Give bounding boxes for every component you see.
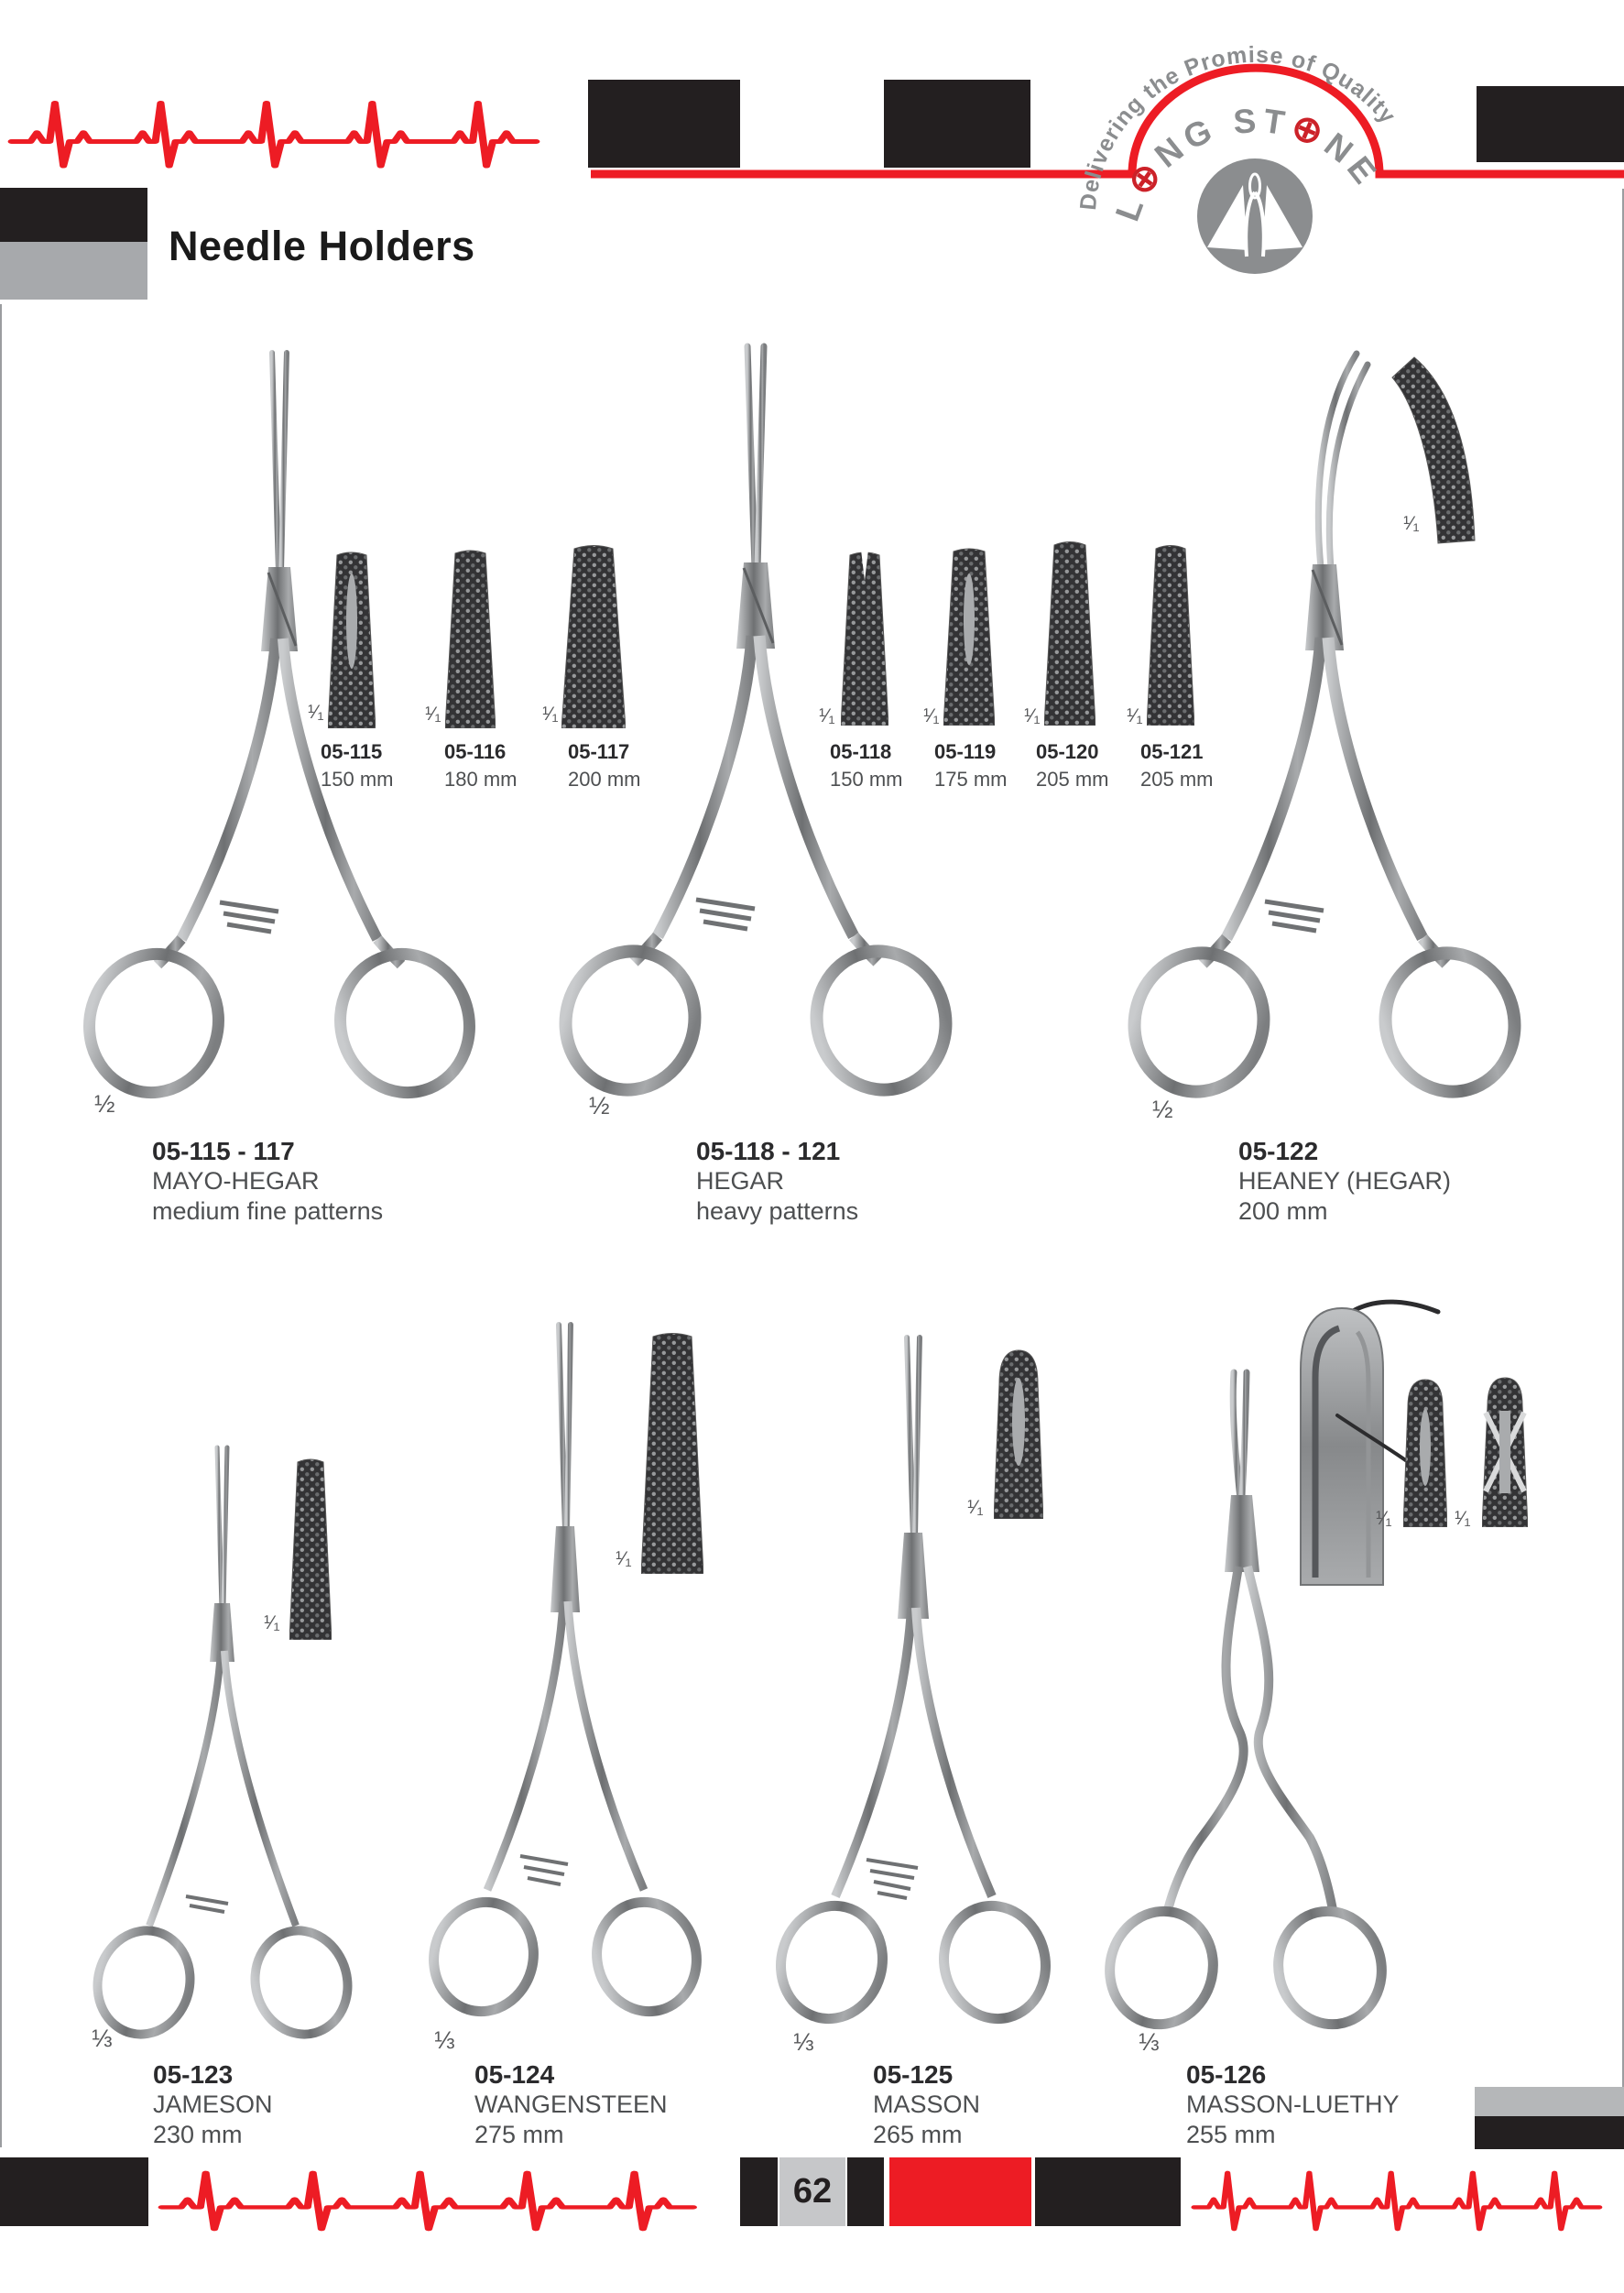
footer-block-red: [889, 2157, 1031, 2226]
group-name: HEGAR: [696, 1167, 785, 1195]
product-size: 150 mm: [830, 768, 903, 791]
product-item-label: [1036, 738, 1108, 793]
product-item-label: [934, 738, 1007, 793]
logo-tagline: Delivering the Promise of Quality: [1074, 41, 1401, 212]
group-caption-jameson: [153, 2059, 273, 2150]
tip-scale-05-121: ¹⁄₁: [1127, 705, 1143, 726]
product-size: 180 mm: [444, 768, 518, 791]
group-desc: 275 mm: [474, 2121, 564, 2148]
footer-block-3: [847, 2157, 884, 2226]
tip-inset-05-123: [289, 1457, 332, 1640]
tip-inset-05-119: [943, 546, 995, 726]
footer-corner-gray: [1475, 2087, 1624, 2116]
instrument-photo-mayo-hegar: [73, 344, 485, 1122]
tip-scale-05-115: ¹⁄₁: [308, 702, 324, 723]
group-desc: 265 mm: [873, 2121, 963, 2148]
ekg-line-top: [7, 81, 568, 183]
footer-block-2: [740, 2157, 778, 2226]
product-code: 05-120: [1036, 740, 1099, 763]
group-desc: 200 mm: [1238, 1197, 1328, 1225]
product-item-label: [830, 738, 902, 793]
footer-corner-black: [1475, 2116, 1624, 2149]
page-number-badge: 62: [779, 2157, 845, 2226]
tip-inset-05-115: [328, 550, 376, 728]
header-block-1: [588, 80, 740, 168]
scale-label: ½: [1152, 1096, 1173, 1123]
tip-scale-05-119: ¹⁄₁: [923, 705, 940, 726]
group-desc: heavy patterns: [696, 1197, 859, 1225]
tip-inset-05-120: [1044, 539, 1095, 726]
group-range-code: 05-126: [1186, 2060, 1267, 2089]
scale-label: ½: [94, 1090, 115, 1118]
globe-icon: ⊕: [1285, 105, 1335, 157]
product-code: 05-117: [568, 740, 630, 763]
tip-scale-05-124: ¹⁄₁: [616, 1548, 632, 1569]
tip-scale-05-118: ¹⁄₁: [819, 705, 835, 726]
product-size: 150 mm: [321, 768, 394, 791]
tip-scale-05-120: ¹⁄₁: [1024, 705, 1041, 726]
group-range-code: 05-124: [474, 2060, 555, 2089]
product-code: 05-118: [830, 740, 892, 763]
tip-scale-05-123: ¹⁄₁: [264, 1612, 280, 1633]
logo-red-arc: [591, 68, 1624, 174]
logo-circle: [1197, 158, 1313, 274]
tip-inset-05-126-b: [1482, 1374, 1528, 1527]
group-name: HEANEY (HEGAR): [1238, 1167, 1452, 1195]
product-size: 205 mm: [1140, 768, 1214, 791]
group-name: MASSON: [873, 2091, 981, 2118]
product-item-label: [568, 738, 640, 793]
logo-instrument-icon: [1207, 174, 1302, 257]
product-code: 05-115: [321, 740, 383, 763]
group-caption-masson-luethy: [1186, 2059, 1400, 2150]
group-range-code: 05-118 - 121: [696, 1137, 841, 1165]
group-caption-wangensteen: [474, 2059, 668, 2150]
tip-scale-05-117: ¹⁄₁: [542, 704, 559, 725]
product-size: 205 mm: [1036, 768, 1109, 791]
title-block-gray: [0, 242, 147, 300]
title-block-black: [0, 188, 147, 242]
product-code: 05-119: [934, 740, 997, 763]
scale-label: ⅓: [1139, 2028, 1160, 2056]
group-caption-masson: [873, 2059, 980, 2150]
logo-brand-text: L⊕NG ST⊕NE: [1107, 101, 1387, 226]
product-item-label: [1140, 738, 1213, 793]
ekg-line-bottom-left: [158, 2153, 725, 2244]
ekg-line-bottom-right: [1191, 2153, 1624, 2244]
scale-label: ½: [589, 1092, 610, 1119]
brand-logo: [568, 37, 1624, 311]
product-item-label: [321, 738, 393, 793]
tip-inset-05-124: [641, 1330, 703, 1574]
tip-inset-05-121: [1147, 542, 1194, 726]
tip-inset-05-126-a: [1403, 1376, 1447, 1527]
tip-scale-05-125: ¹⁄₁: [967, 1497, 984, 1518]
footer-block-4: [1035, 2157, 1181, 2226]
product-item-label: [444, 738, 517, 793]
group-name: MASSON-LUETHY: [1186, 2091, 1400, 2118]
scale-label: ⅓: [793, 2028, 814, 2056]
product-code: 05-116: [444, 740, 507, 763]
page-title: Needle Holders: [169, 223, 475, 269]
instrument-photo-hegar: [550, 337, 962, 1120]
group-caption-mayo-hegar: [152, 1136, 383, 1227]
left-edge-rule: [0, 304, 2, 2147]
tip-inset-05-118: [841, 550, 888, 726]
group-name: MAYO-HEGAR: [152, 1167, 320, 1195]
group-desc: 230 mm: [153, 2121, 243, 2148]
tip-scale-05-122: ¹⁄₁: [1403, 513, 1420, 534]
tip-scale-05-126-a: ¹⁄₁: [1376, 1508, 1392, 1529]
product-size: 175 mm: [934, 768, 1008, 791]
tip-inset-05-117: [561, 542, 626, 728]
group-name: WANGENSTEEN: [474, 2091, 668, 2118]
tip-scale-05-116: ¹⁄₁: [425, 704, 441, 725]
tip-inset-05-125: [994, 1347, 1043, 1519]
group-caption-heaney: [1238, 1136, 1451, 1227]
group-name: JAMESON: [153, 2091, 273, 2118]
group-range-code: 05-123: [153, 2060, 234, 2089]
group-caption-hegar: [696, 1136, 858, 1227]
group-range-code: 05-122: [1238, 1137, 1319, 1165]
header-block-right: [1477, 86, 1624, 162]
footer-block-left: [0, 2157, 148, 2226]
group-range-code: 05-125: [873, 2060, 954, 2089]
product-size: 200 mm: [568, 768, 641, 791]
group-desc: 255 mm: [1186, 2121, 1276, 2148]
scale-label: ⅓: [434, 2026, 455, 2054]
globe-icon: ⊕: [1118, 150, 1173, 203]
tip-scale-05-126-b: ¹⁄₁: [1455, 1508, 1471, 1529]
group-range-code: 05-115 - 117: [152, 1137, 295, 1165]
tip-inset-05-116: [445, 548, 496, 728]
product-code: 05-121: [1140, 740, 1204, 763]
group-desc: medium fine patterns: [152, 1197, 384, 1225]
scale-label: ⅓: [92, 2025, 113, 2052]
header-block-2: [884, 80, 1030, 168]
